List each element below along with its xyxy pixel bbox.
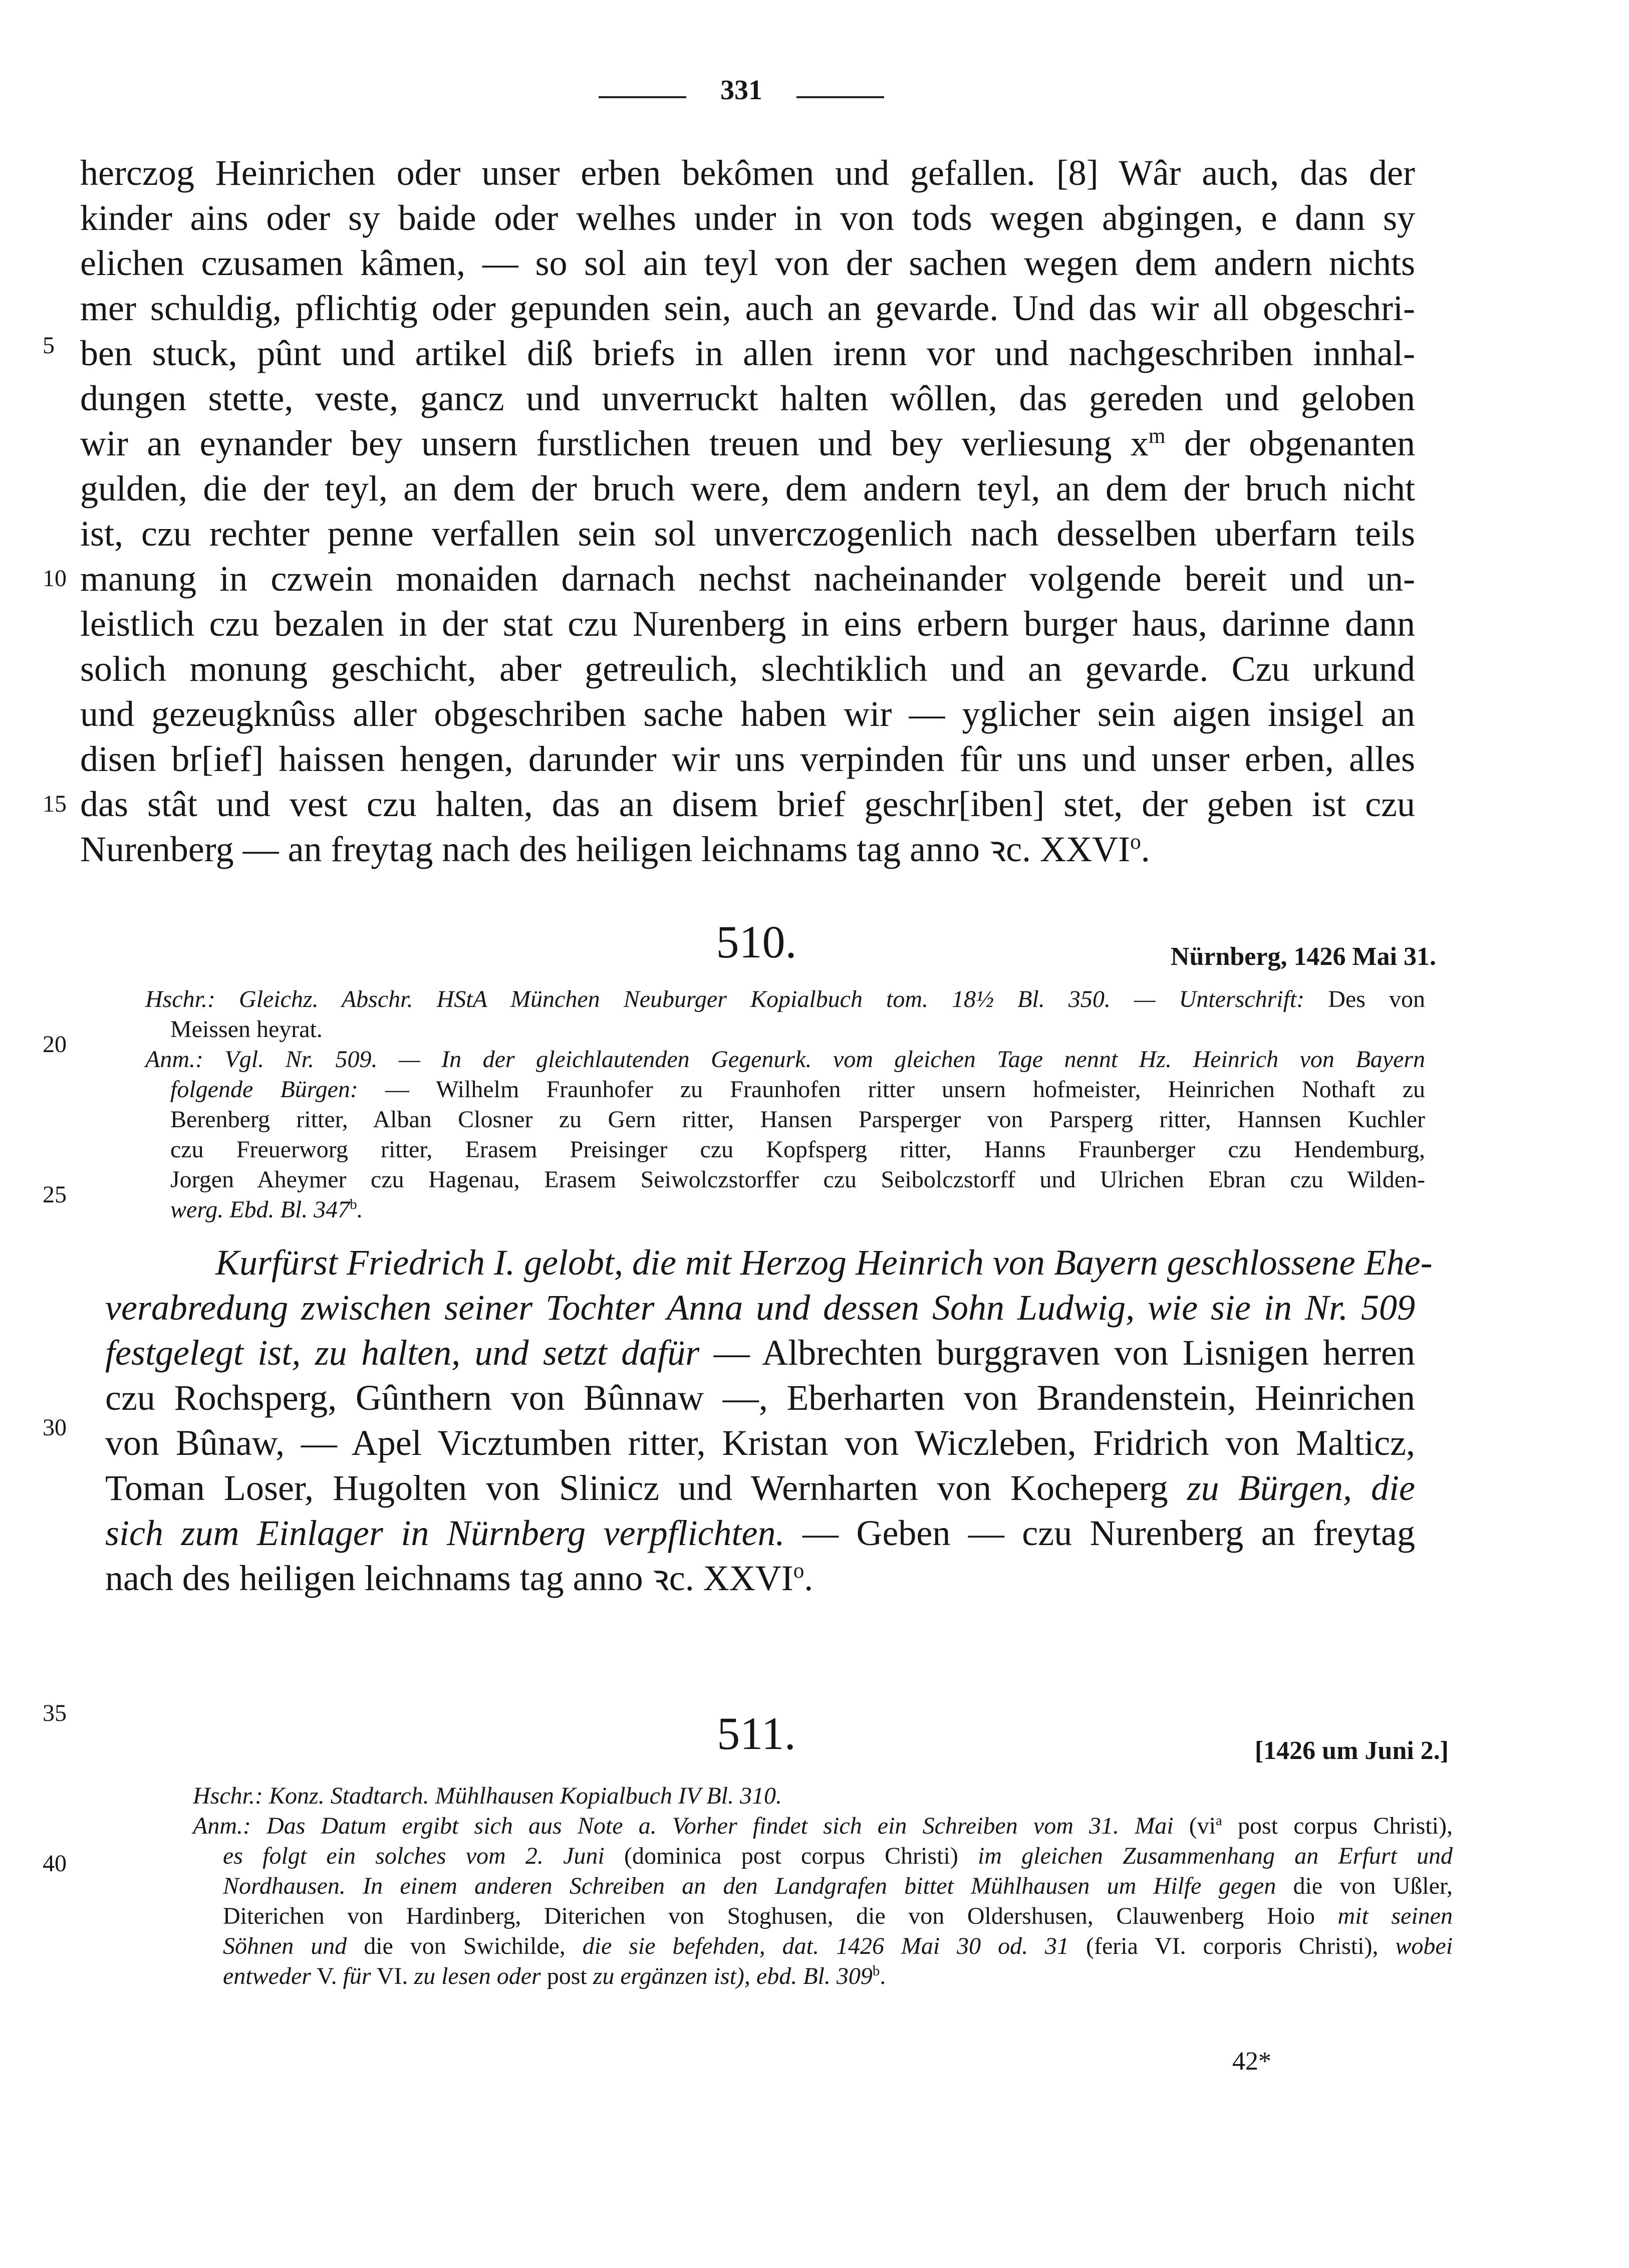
text-span: (vi [1189,1813,1216,1839]
text-span: Des von [1328,986,1426,1013]
text-span: mit seinen [1337,1903,1453,1929]
document-place-date: [1426 um Juni 2.] [1254,1736,1449,1765]
superscript: b [872,1963,880,1979]
text-span: im gleichen Zusammenhang an Erfurt und [978,1843,1453,1869]
text-span: — Albrechten burggraven von Lisnigen herren [713,1333,1415,1373]
annotation-line: czu Freuerworg ritter, Erasem Preisinger czu Kopfsperg ritter, Hanns Fraunberger czu Hendemburg, [170,1136,1425,1163]
line-number: 35 [43,1700,67,1726]
text-span: festgelegt ist, zu halten, und setzt dafür [105,1333,700,1373]
text-line: mer schuldig, pflichtig oder gepunden sein, auch an gevarde. Und das wir all obgeschri- [80,288,1415,328]
annotation-line [145,1045,1425,1075]
annotation-line: Berenberg ritter, Alban Closner zu Gern ritter, Hansen Parsperger von Parsperg ritter, Hannsen Kuchler [170,1106,1425,1133]
text-span: entweder [223,1963,311,1989]
annotation-line [223,1841,1453,1871]
regest-line [105,1285,1415,1330]
line-number: 15 [43,791,67,817]
text-span: die von Ußler, [1293,1873,1453,1899]
superscript: a [1216,1813,1222,1829]
text-span: folgende Bürgen: [170,1076,358,1103]
manuscript-note: Meissen heyrat. [170,1016,323,1043]
annotation-line [223,1961,1453,1991]
text-span: (feria VI. corporis Christi), [1085,1933,1379,1959]
superscript: o [1130,830,1141,854]
superscript: m [1148,424,1166,448]
text-line: gulden, die der teyl, an dem der bruch were, dem andern teyl, an dem der bruch nicht [80,468,1415,509]
annotation-line: Jorgen Aheymer czu Hagenau, Erasem Seiwolczstorffer czu Seibolczstorff und Ulrichen Ebran czu Wilden- [170,1166,1425,1193]
text-span: die sie befehden, dat. 1426 Mai 30 od. 31 [582,1933,1069,1959]
header-rule-right [796,96,884,98]
document-number: 511. [717,1708,796,1759]
text-span: Toman Loser, Hugolten von Slinicz und Wernharten von Kocheperg [105,1468,1168,1508]
regest-line [105,1556,1415,1601]
text-span: sich zum Einlager in Nürnberg verpflichten. [105,1513,785,1553]
regest-line [105,1330,1415,1375]
text-span: die von Swichilde, [364,1933,566,1959]
text-span: nach des heiligen leichnams tag anno ꝛc. XXVI [105,1558,793,1598]
text-span: zu ergänzen ist), ebd. Bl. 309 [593,1963,873,1989]
text-span: der obgenanten [1165,423,1415,463]
text-span: wir an eynander bey unsern furstlichen treuen und bey verliesung x [80,423,1149,463]
annotation-line [193,1811,1453,1841]
text-span: . [804,1558,813,1598]
text-line: elichen czusamen kâmen, — so sol ain teyl von der sachen wegen dem andern nichts [80,243,1415,283]
text-line [80,827,1415,872]
text-line: dungen stette, veste, gancz und unverruckt halten wôllen, das gereden und geloben [80,378,1415,418]
text-line [80,421,1415,466]
manuscript-note [145,984,1425,1015]
text-span: — Wilhelm Fraunhofer zu Fraunhofen ritter unsern hofmeister, Heinrichen Nothaft zu [385,1076,1426,1103]
text-span: Söhnen und [223,1933,347,1959]
annotation-line [223,1871,1453,1901]
text-span: Hschr.: Konz. Stadtarch. Mühlhausen Kopialbuch IV Bl. 310. [193,1783,782,1809]
text-line: solich monung geschicht, aber getreulich, slechtiklich und an gevarde. Czu urkund [80,649,1415,689]
regest-line [105,1465,1415,1510]
text-line: herczog Heinrichen oder unser erben bekômen und gefallen. [8] Wâr auch, das der [80,153,1415,193]
text-span: Nurenberg — an freytag nach des heiligen leichnams tag anno ꝛc. XXVI [80,829,1131,869]
annotation-line [170,1075,1425,1105]
text-span: V. [317,1963,337,1989]
text-span: post corpus Christi), [1222,1813,1453,1839]
text-line: disen br[ief] haissen hengen, darunder wir uns verpinden fûr uns und unser erben, alles [80,739,1415,779]
text-span: . [357,1196,363,1223]
line-number: 30 [43,1414,67,1441]
text-line: ben stuck, pûnt und artikel diß briefs in allen irenn vor und nachgeschriben innhal- [80,333,1415,373]
text-span: es folgt ein solches vom 2. Juni [223,1843,605,1869]
text-line: kinder ains oder sy baide oder welhes under in von tods wegen abgingen, e dann sy [80,198,1415,238]
superscript: o [793,1559,804,1583]
text-span: . [880,1963,886,1989]
text-span: zu lesen oder [414,1963,541,1989]
text-span: Anm.: Das Datum ergibt sich aus Note a. Vorher findet sich ein Schreiben vom 31. Mai [193,1813,1174,1839]
text-span: wobei [1395,1933,1453,1959]
text-span: für [343,1963,371,1989]
line-number: 20 [43,1031,67,1058]
annotation-line [170,1195,1425,1225]
regest-line [105,1510,1415,1556]
document-place-date: Nürnberg, 1426 Mai 31. [1170,942,1436,971]
signature-mark: 42* [1232,2047,1271,2076]
text-line: leistlich czu bezalen in der stat czu Nurenberg in eins erbern burger haus, darinne dann [80,604,1415,644]
text-span: Kurfürst Friedrich I. gelobt, die mit Herzog Heinrich von Bayern geschlossene Ehe- [215,1242,1433,1283]
manuscript-note [193,1781,1453,1811]
line-number: 25 [43,1181,67,1208]
text-span: Diterichen von Hardinberg, Diterichen von Stoghusen, die von Oldershusen, Clauwenberg Hoio [223,1903,1315,1929]
page-number: 331 [720,75,762,106]
text-span: Nordhausen. In einem anderen Schreiben an den Landgrafen bittet Mühlhausen um Hilfe gegen [223,1873,1276,1899]
text-span: Anm.: Vgl. Nr. 509. — In der gleichlautenden Gegenurk. vom gleichen Tage nennt Hz. Heinrich von Bayern [145,1046,1425,1073]
text-line: ist, czu rechter penne verfallen sein sol unverczogenlich nach desselben uberfarn teils [80,514,1415,554]
text-span: zu Bürgen, die [1187,1468,1416,1508]
text-span: post [547,1963,587,1989]
superscript: b [350,1196,357,1212]
text-span: — Geben — czu Nurenberg an freytag [802,1513,1415,1553]
header-rule-left [599,96,686,98]
annotation-line [223,1931,1453,1961]
page-header [0,70,1629,110]
text-span: VI. [376,1963,408,1989]
text-span: Hschr.: Gleichz. Abschr. HStA München Neuburger Kopialbuch tom. 18½ Bl. 350. — Unterschrift: [145,986,1305,1013]
text-span: verabredung zwischen seiner Tochter Anna und dessen Sohn Ludwig, wie sie in Nr. 509 [105,1288,1415,1328]
line-number: 5 [43,332,55,359]
text-line: und gezeugknûss aller obgeschriben sache haben wir — yglicher sein aigen insigel an [80,694,1415,734]
line-number: 10 [43,565,67,592]
text-span: (dominica post corpus Christi) [624,1843,958,1869]
annotation-line [223,1901,1453,1931]
regest-line: von Bûnaw, — Apel Vicztumben ritter, Kristan von Wiczleben, Fridrich von Malticz, [105,1423,1415,1463]
regest-line [215,1240,1433,1285]
document-number: 510. [716,916,797,967]
text-span: werg. Ebd. Bl. 347 [170,1196,350,1223]
line-number: 40 [43,1850,67,1877]
text-span: . [1141,829,1150,869]
text-line: das stât und vest czu halten, das an disem brief geschr[iben] stet, der geben ist czu [80,784,1415,824]
regest-line: czu Rochsperg, Gûnthern von Bûnnaw —, Eberharten von Brandenstein, Heinrichen [105,1378,1415,1418]
text-line: manung in czwein monaiden darnach nechst nacheinander volgende bereit und un- [80,559,1415,599]
